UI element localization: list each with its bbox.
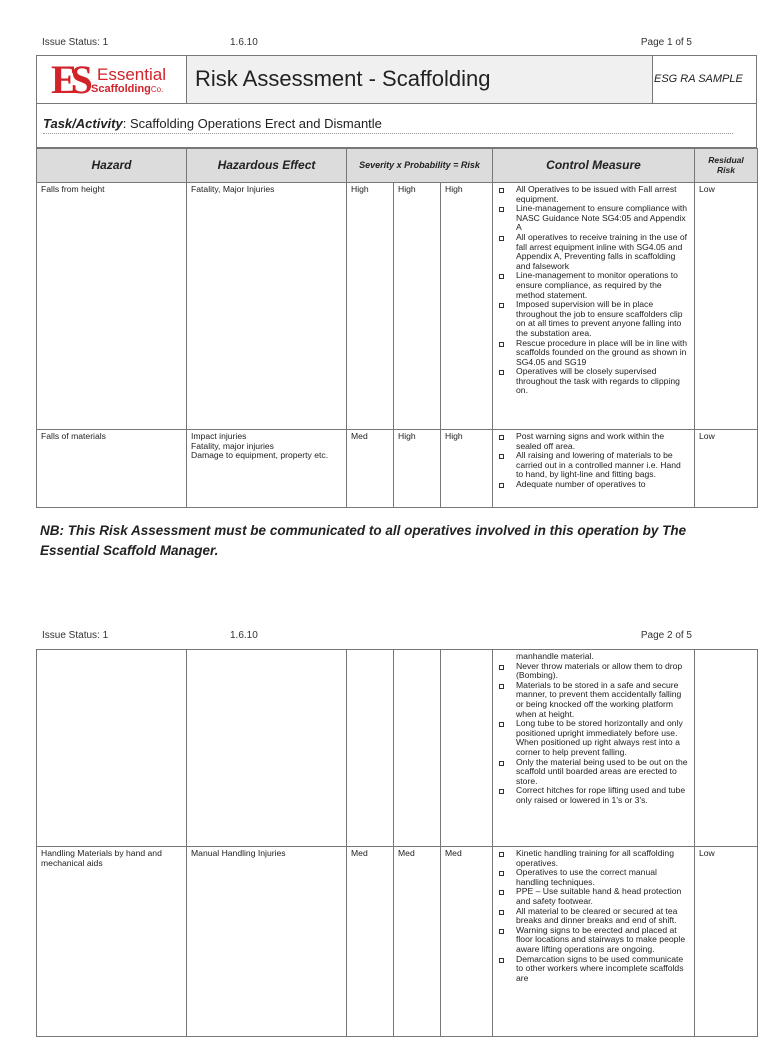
risk-cell: High (441, 430, 493, 508)
control-item: All operatives to receive training in the use of fall arrest equipment inline with SG4.05 and Appendix A, Preventing falls in scaffolding and falsework (497, 233, 690, 271)
communication-note: NB: This Risk Assessment must be communicated to all operatives involved in this operation by The Essential Scaffold Manager. (40, 523, 687, 558)
control-item: Long tube to be stored horizontally and only positioned upright immediately before use. When positioned up right always rest into a corner to help prevent falling. (497, 719, 690, 757)
control-item: Rescue procedure in place will be in line with scaffolds founded on the ground as shown in SG4.05 and SG19 (497, 339, 690, 368)
severity-cell: High (347, 183, 394, 430)
document-version: 1.6.10 (230, 630, 258, 641)
control-item: Warning signs to be erected and placed at floor locations and stairways to make people aware lifting operations are ongoing. (497, 926, 690, 955)
page-number: Page 2 of 5 (640, 630, 692, 641)
control-cell (493, 847, 695, 1037)
control-item: Operatives to use the correct manual handling techniques. (497, 868, 690, 887)
control-item: Correct hitches for rope lifting used and tube only raised or lowered in 1's or 3's. (497, 786, 690, 805)
table-row (37, 183, 758, 430)
probability-cell: High (394, 430, 441, 508)
page1-status-row (40, 37, 692, 51)
col-risk-calc: Severity x Probability = Risk (347, 149, 493, 183)
control-item: Demarcation signs to be used communicate to other workers where incomplete scaffolds are (497, 955, 690, 984)
logo-monogram: ES (51, 57, 86, 102)
task-activity-row (36, 104, 757, 148)
risk-cell: Med (441, 847, 493, 1037)
col-hazard: Hazard (37, 149, 187, 183)
probability-cell: High (394, 183, 441, 430)
document-header (36, 55, 757, 104)
severity-cell (347, 650, 394, 847)
effect-cell (187, 650, 347, 847)
probability-cell: Med (394, 847, 441, 1037)
table-row (37, 430, 758, 508)
hazard-cell: Handling Materials by hand and mechanical aids (37, 847, 187, 1037)
residual-cell (695, 650, 758, 847)
residual-cell: Low (695, 847, 758, 1037)
task-label: Task/Activity (43, 116, 123, 131)
page-number: Page 1 of 5 (640, 37, 692, 48)
control-cell (493, 650, 695, 847)
risk-table-page1 (36, 148, 758, 508)
hazard-cell (37, 650, 187, 847)
control-cell (493, 183, 695, 430)
document-code: ESG RA SAMPLE (654, 73, 743, 85)
control-item: Materials to be stored in a safe and secure manner, to prevent them accidentally falling or being knocked off the working platform when at height. (497, 681, 690, 719)
page2-status-row (40, 630, 692, 644)
table-header-row (37, 149, 758, 183)
hazard-cell: Falls of materials (37, 430, 187, 508)
effect-cell: Impact injuries Fatality, major injuries Damage to equipment, property etc. (187, 430, 347, 508)
control-item: Post warning signs and work within the sealed off area. (497, 432, 690, 451)
control-item: Never throw materials or allow them to drop (Bombing). (497, 662, 690, 681)
severity-cell: Med (347, 430, 394, 508)
risk-cell: High (441, 183, 493, 430)
document-title: Risk Assessment - Scaffolding (195, 66, 491, 91)
control-item: PPE – Use suitable hand & head protection and safety footwear. (497, 887, 690, 906)
risk-cell (441, 650, 493, 847)
effect-cell: Fatality, Major Injuries (187, 183, 347, 430)
control-item: Line-management to monitor operations to ensure compliance, as required by the method statement. (497, 271, 690, 300)
task-activity (43, 116, 733, 134)
residual-cell: Low (695, 183, 758, 430)
control-item: All raising and lowering of materials to be carried out in a controlled manner i.e. Hand to hand, by light-line and fitting bags. (497, 451, 690, 480)
table-row (37, 847, 758, 1037)
task-value: : Scaffolding Operations Erect and Dismantle (122, 116, 382, 131)
logo-line1: Essential (97, 65, 166, 84)
severity-cell: Med (347, 847, 394, 1037)
residual-cell: Low (695, 430, 758, 508)
col-control-measure: Control Measure (493, 149, 695, 183)
control-item: Operatives will be closely supervised throughout the task with regards to clipping on. (497, 367, 690, 396)
issue-status: Issue Status: 1 (42, 37, 109, 48)
control-cell (493, 430, 695, 508)
control-continuation: manhandle material. (516, 651, 594, 661)
control-item: Only the material being used to be out on the scaffold until boarded areas are erected to store. (497, 758, 690, 787)
risk-table-page2 (36, 649, 758, 1037)
col-hazardous-effect: Hazardous Effect (187, 149, 347, 183)
control-item: Line-management to ensure compliance with NASC Guidance Note SG4:05 and Appendix A (497, 204, 690, 233)
control-item: Kinetic handling training for all scaffolding operatives. (497, 849, 690, 868)
document-version: 1.6.10 (230, 37, 258, 48)
company-logo (51, 57, 187, 102)
control-item: Adequate number of operatives to (497, 480, 690, 490)
issue-status: Issue Status: 1 (42, 630, 109, 641)
control-item: All material to be cleared or secured at tea breaks and dinner breaks and end of shift. (497, 907, 690, 926)
logo-line2: ScaffoldingCo. (91, 83, 164, 95)
probability-cell (394, 650, 441, 847)
table-row (37, 650, 758, 847)
control-item: All Operatives to be issued with Fall arrest equipment. (497, 185, 690, 204)
control-item: Imposed supervision will be in place throughout the job to ensure scaffolders clip on at all times to prevent anyone falling into the substation area. (497, 300, 690, 338)
title-cell (186, 56, 653, 103)
effect-cell: Manual Handling Injuries (187, 847, 347, 1037)
hazard-cell: Falls from height (37, 183, 187, 430)
col-residual-risk: Residual Risk (695, 149, 758, 183)
